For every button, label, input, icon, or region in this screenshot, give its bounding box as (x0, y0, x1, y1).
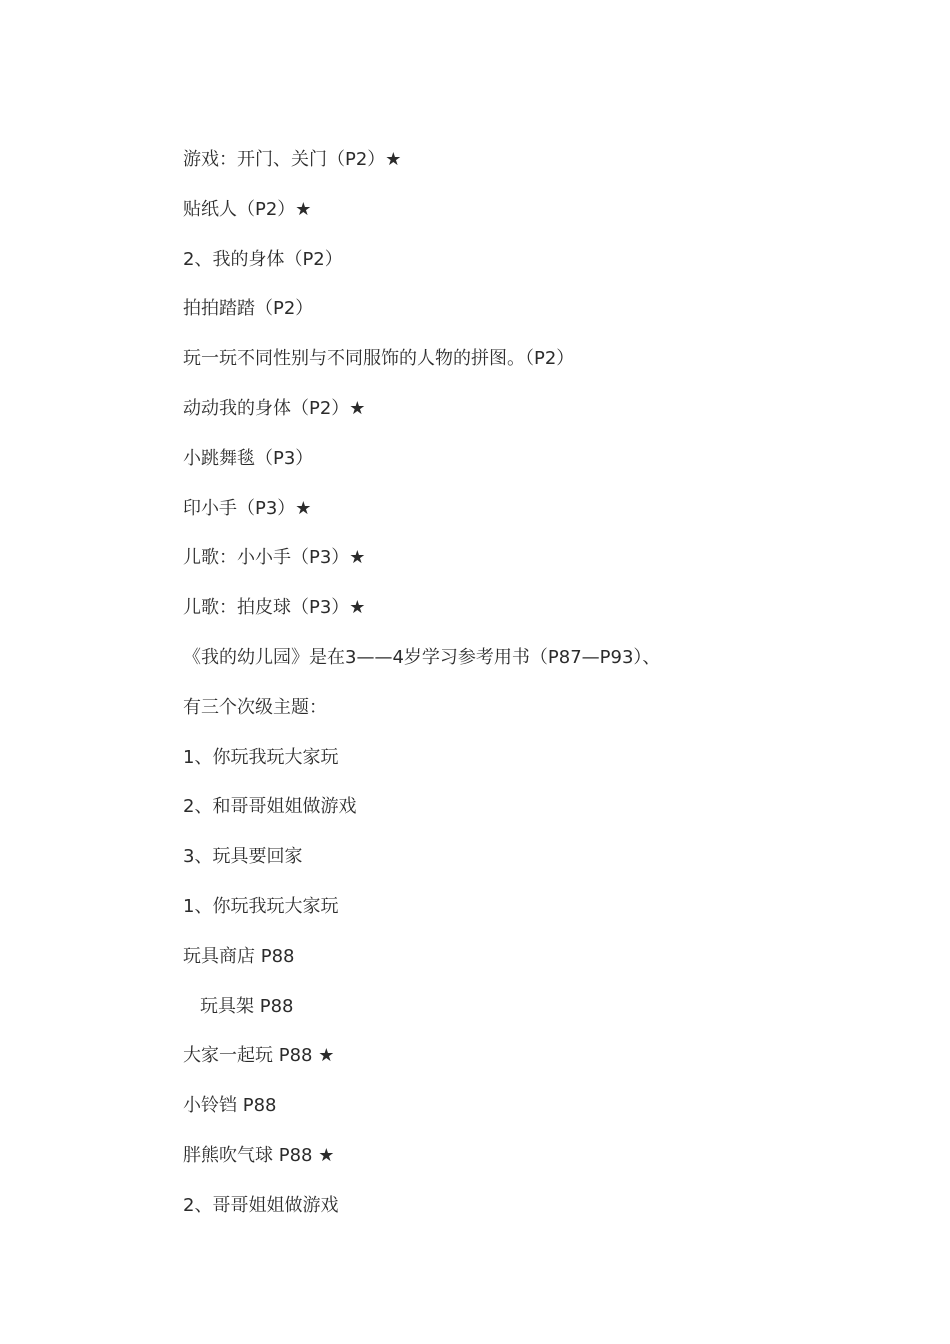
text-line: 印小手（P3）★ (183, 497, 312, 519)
text-line: 玩具商店 P88 (183, 945, 295, 967)
text-line: 儿歌：小小手（P3）★ (183, 547, 366, 569)
text-line: 《我的幼儿园》是在3——4岁学习参考用书（P87—P93）、 (183, 646, 661, 668)
text-line: 游戏：开门、关门（P2）★ (183, 149, 402, 170)
text-line: 1、你玩我玩大家玩 (183, 895, 339, 917)
text-line: 1、你玩我玩大家玩 (183, 746, 339, 768)
text-line: 2、我的身体（P2） (183, 248, 343, 270)
text-line: 拍拍踏踏（P2） (183, 298, 314, 320)
text-line: 2、和哥哥姐姐做游戏 (183, 796, 357, 818)
text-line: 贴纸人（P2）★ (183, 198, 312, 220)
text-line: 3、玩具要回家 (183, 846, 303, 868)
text-line: 玩一玩不同性别与不同服饰的人物的拼图。（P2） (183, 348, 575, 370)
text-line: 儿歌：拍皮球（P3）★ (183, 597, 366, 619)
text-line: 玩具架 P88 (200, 995, 294, 1017)
text-line: 有三个次级主题： (183, 696, 327, 718)
text-line: 2、哥哥姐姐做游戏 (183, 1194, 339, 1216)
text-line: 大家一起玩 P88 ★ (183, 1045, 335, 1067)
document-body (183, 145, 883, 1241)
text-line: 小铃铛 P88 (183, 1095, 277, 1117)
text-line: 小跳舞毯（P3） (183, 447, 314, 469)
text-line: 胖熊吹气球 P88 ★ (183, 1144, 335, 1166)
text-line: 动动我的身体（P2）★ (183, 397, 366, 419)
